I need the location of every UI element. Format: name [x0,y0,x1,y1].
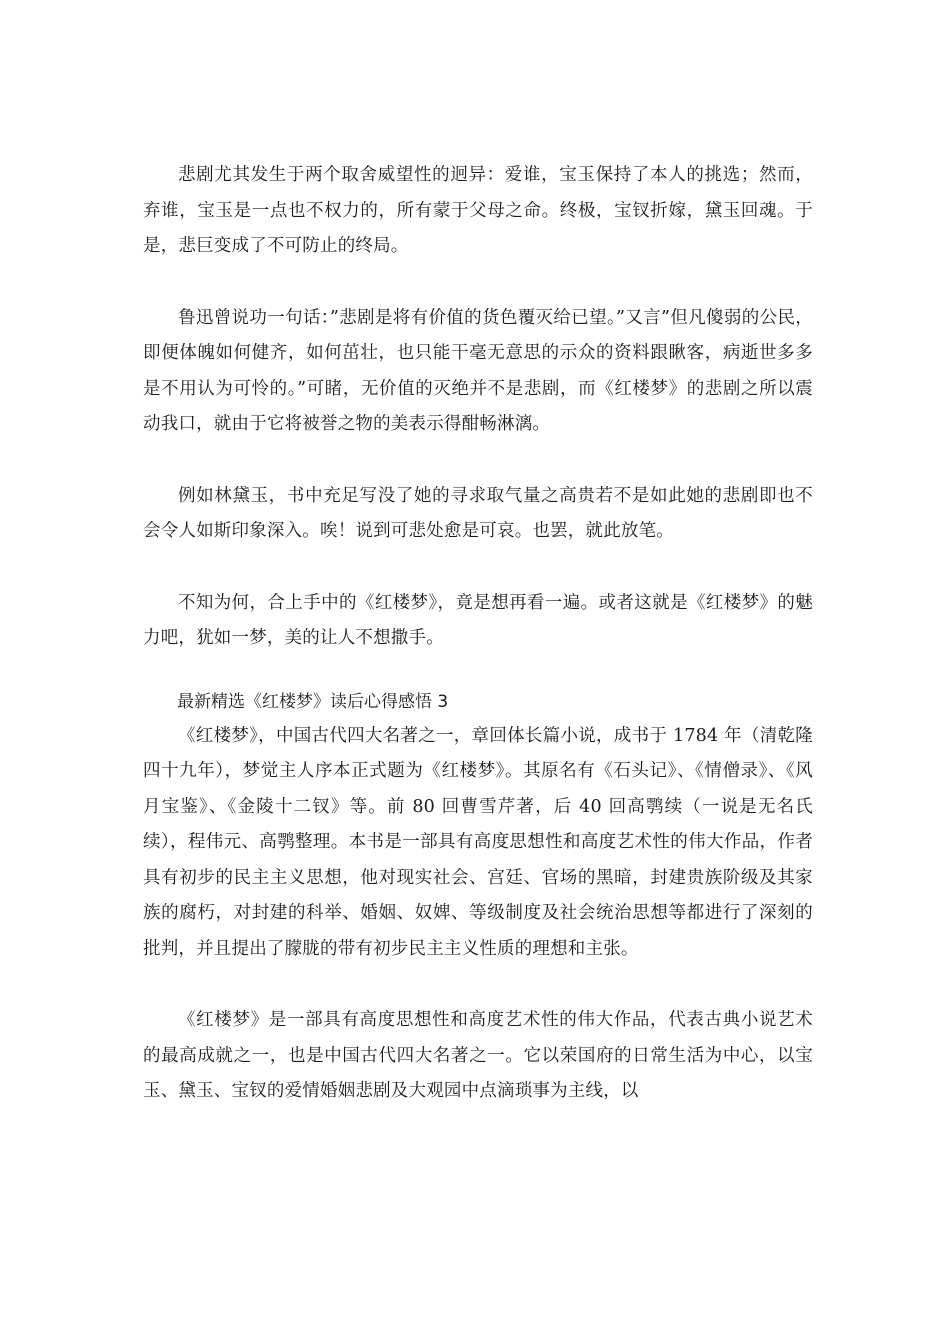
document-page [143,158,813,1110]
paragraph-4: 不知为何，合上手中的《红楼梦》，竟是想再看一遍。或者这就是《红楼梦》的魅力吧，犹如一梦，美的让人不想撒手。 [143,592,813,648]
section-paragraph-1: 《红楼梦》，中国古代四大名著之一，章回体长篇小说，成书于 1784 年（清乾隆四十九年），梦觉主人序本正式题为《红楼梦》。其原名有《石头记》、《情僧录》、《风月宝鉴》、《金陵十二钗》等。前 80 回曹雪芹著，后 40 回高鹗续（一说是无名氏续），程伟元、高鹗整理。本书是一部具有高度思想性和高度艺术性的伟大作品，作者具有初步的民主主义思想，他对现实社会、宫廷、官场的黑暗，封建贵族阶级及其家族的腐朽，对封建的科举、婚姻、奴婢、等级制度及社会统治思想等都进行了深刻的批判，并且提出了朦胧的带有初步民主主义性质的理想和主张。 [143,725,813,959]
section-paragraph-2: 《红楼梦》是一部具有高度思想性和高度艺术性的伟大作品，代表古典小说艺术的最高成就之一，也是中国古代四大名著之一。它以荣国府的日常生活为中心，以宝玉、黛玉、宝钗的爱情婚姻悲剧及大观园中点滴琐事为主线，以 [143,1010,813,1101]
section-heading: 最新精选《红楼梦》读后心得感悟 3 [177,691,449,712]
paragraph-2: 鲁迅曾说功一句话：”悲剧是将有价值的货色覆灭给已望。”又言”但凡傻弱的公民，即便体魄如何健齐，如何茁壮，也只能干毫无意思的示众的资料跟瞅客，病逝世多多是不用认为可怜的。”可睹，无价值的灭绝并不是悲剧，而《红楼梦》的悲剧之所以震动我口，就由于它将被誉之物的美表示得酣畅淋漓。 [143,307,813,434]
paragraph-1: 悲剧尤其发生于两个取舍威望性的迥异：爱谁，宝玉保持了本人的挑选；然而，弃谁，宝玉是一点也不权力的，所有蒙于父母之命。终极，宝钗折嫁，黛玉回魂。于是，悲巨变成了不可防止的终局。 [143,165,813,256]
paragraph-3: 例如林黛玉，书中充足写没了她的寻求取气量之高贵若不是如此她的悲剧即也不会令人如斯印象深入。唉！说到可悲处愈是可哀。也罢，就此放笔。 [143,485,813,541]
